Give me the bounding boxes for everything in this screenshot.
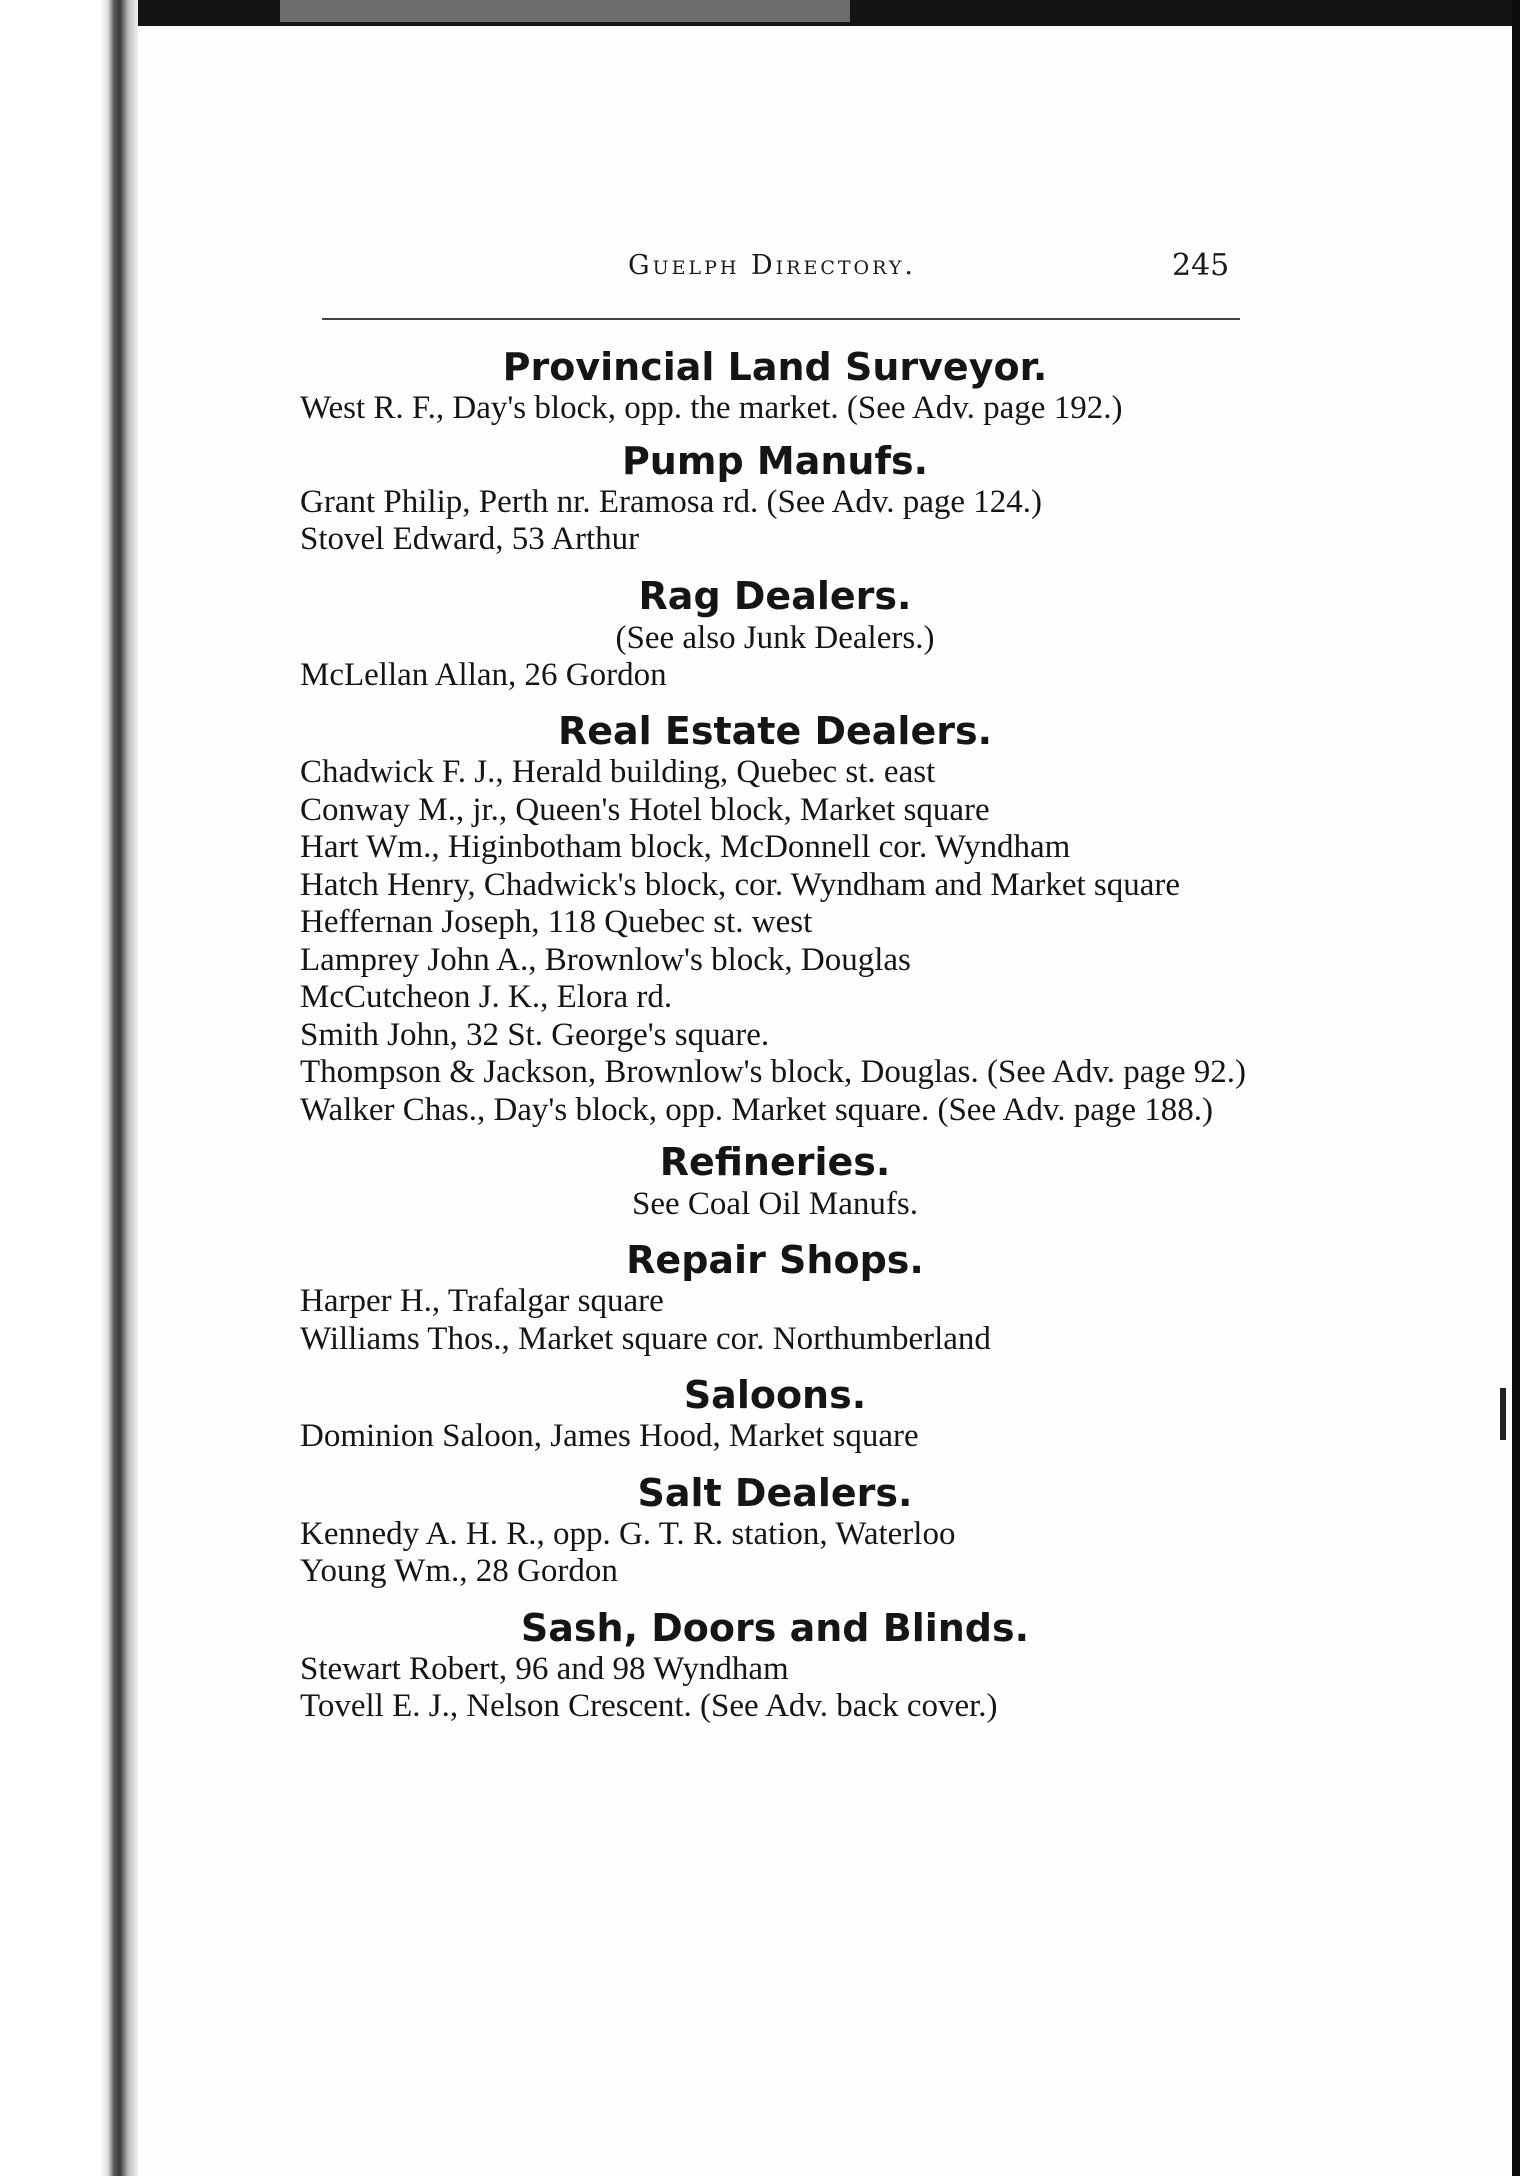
directory-section	[300, 1470, 1250, 1591]
directory-entry: Young Wm., 28 Gordon	[300, 1553, 618, 1589]
directory-entry: Stewart Robert, 96 and 98 Wyndham	[300, 1650, 789, 1687]
directory-entry: Hatch Henry, Chadwick's block, cor. Wyndham and Market square	[300, 866, 1181, 903]
directory-listing	[300, 344, 1250, 1726]
page-number: 245	[1172, 248, 1230, 283]
scan-edge-mark	[1500, 1388, 1506, 1440]
directory-section	[300, 1605, 1250, 1726]
directory-section	[300, 344, 1250, 428]
directory-entry: Heffernan Joseph, 118 Quebec st. west	[300, 904, 813, 940]
section-heading: Pump Manufs.	[621, 438, 929, 483]
directory-entry: Chadwick F. J., Herald building, Quebec st. east	[300, 754, 936, 790]
running-head-title: Guelph Directory.	[628, 250, 916, 281]
directory-entry: Smith John, 32 St. George's square.	[300, 1016, 770, 1053]
directory-section	[300, 1237, 1250, 1358]
directory-entry: Harper H., Trafalgar square	[300, 1283, 664, 1319]
directory-entry: Conway M., jr., Queen's Hotel block, Market square	[300, 791, 990, 828]
section-heading: Sash, Doors and Blinds.	[520, 1605, 1030, 1650]
directory-section	[300, 438, 1250, 559]
section-note: (See also Junk Dealers.)	[615, 619, 935, 656]
directory-section	[300, 1372, 1250, 1456]
directory-entry: Hart Wm., Higinbotham block, McDonnell cor. Wyndham	[300, 829, 1071, 865]
directory-entry: Lamprey John A., Brownlow's block, Douglas	[300, 941, 911, 978]
directory-entry: Tovell E. J., Nelson Crescent. (See Adv. back cover.)	[300, 1688, 998, 1724]
directory-entry: Stovel Edward, 53 Arthur	[300, 521, 640, 557]
directory-section	[300, 1139, 1250, 1223]
directory-section	[300, 708, 1250, 1129]
section-heading: Provincial Land Surveyor.	[502, 345, 1048, 389]
section-heading: Salt Dealers.	[637, 1470, 913, 1515]
scan-border-left-binding	[0, 0, 138, 2176]
directory-entry: McCutcheon J. K., Elora rd.	[300, 979, 673, 1015]
section-heading: Real Estate Dealers.	[557, 709, 993, 753]
directory-entry: West R. F., Day's block, opp. the market. (See Adv. page 192.)	[300, 390, 1123, 426]
scan-border-right	[1512, 0, 1520, 2176]
section-heading: Repair Shops.	[626, 1238, 924, 1282]
section-heading: Saloons.	[683, 1373, 867, 1417]
directory-section	[300, 573, 1250, 695]
directory-entry: Thompson & Jackson, Brownlow's block, Douglas. (See Adv. page 92.)	[300, 1054, 1247, 1090]
section-note: See Coal Oil Manufs.	[632, 1186, 918, 1222]
directory-entry: Walker Chas., Day's block, opp. Market square. (See Adv. page 188.)	[300, 1091, 1213, 1128]
directory-entry: Kennedy A. H. R., opp. G. T. R. station, Waterloo	[300, 1515, 956, 1552]
directory-entry: McLellan Allan, 26 Gordon	[300, 656, 667, 693]
section-heading: Rag Dealers.	[638, 573, 912, 618]
scan-border-top-shade	[280, 0, 850, 22]
section-heading: Refineries.	[659, 1140, 891, 1184]
directory-entry: Williams Thos., Market square cor. Northumberland	[300, 1320, 991, 1357]
directory-entry: Dominion Saloon, James Hood, Market square	[300, 1418, 919, 1454]
directory-entry: Grant Philip, Perth nr. Eramosa rd. (See Adv. page 124.)	[300, 483, 1043, 520]
header-rule	[322, 318, 1240, 320]
